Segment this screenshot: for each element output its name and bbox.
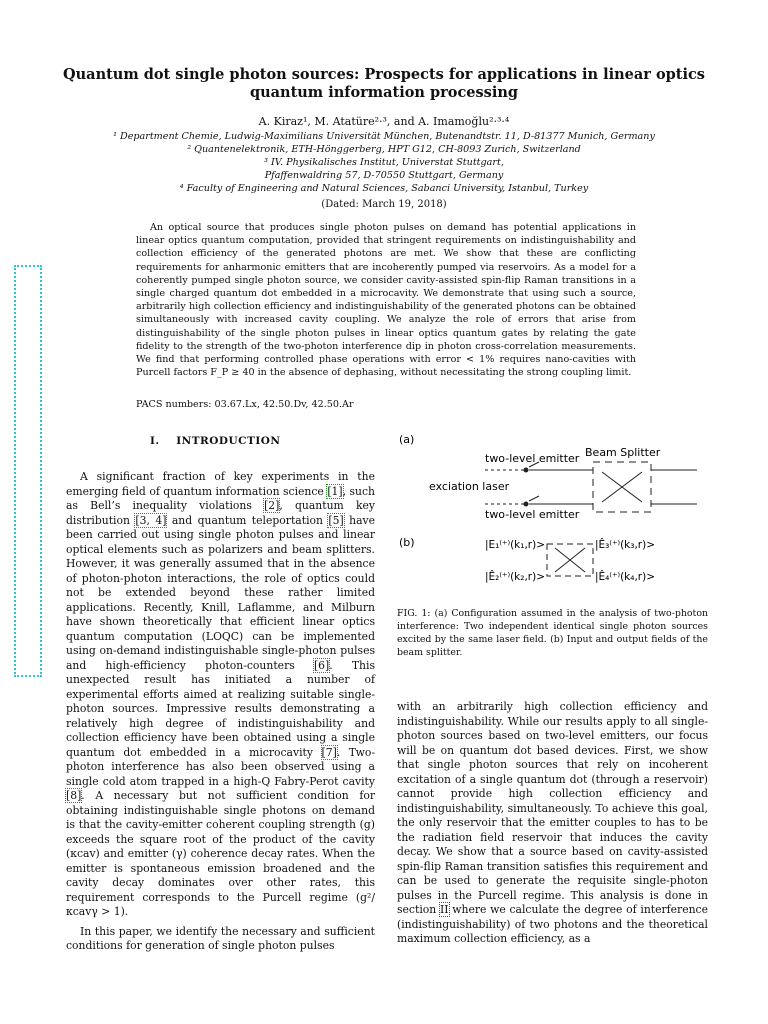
affiliations <box>60 130 708 195</box>
citation-link[interactable]: [1] <box>327 484 343 498</box>
pacs-numbers: PACS numbers: 03.67.Lx, 42.50.Dv, 42.50.Ar <box>136 399 354 410</box>
citation-link[interactable]: [5] <box>328 513 344 527</box>
section-heading <box>150 435 281 447</box>
citation-link[interactable]: [3, 4] <box>135 513 167 527</box>
label-emitter-bottom: two-level emitter <box>485 508 580 521</box>
section-link[interactable]: II <box>439 903 449 916</box>
section-title: INTRODUCTION <box>176 435 281 447</box>
paper-title: Quantum dot single photon sources: Prospects for applications in linear optics quantum information processing <box>63 66 705 101</box>
emission-arrow-bottom <box>529 496 539 501</box>
date-line: (Dated: March 19, 2018) <box>321 199 447 210</box>
label-laser: exciation laser <box>429 480 510 493</box>
right-column <box>397 700 708 947</box>
figure-1 <box>397 428 708 600</box>
field-e2: |Ê₂⁽⁺⁾(k₂,r)> <box>485 571 546 583</box>
field-e1: |E₁⁽⁺⁾(k₁,r)> <box>485 539 546 551</box>
emitter-dot-top <box>524 468 529 473</box>
field-e3: |Ê₃⁽⁺⁾(k₃,r)> <box>595 539 656 551</box>
abstract: An optical source that produces single photon pulses on demand has potential applications in linear optics quantum computation, provided that stringent requirements on indistinguishability and collection efficiency of the generated photons are met. We show that these are conflicting requirements for anharmonic emitters that are incoherently pumped via reservoirs. As a model for a coherently pumped single photon source, we consider cavity-assisted spin-flip Raman transitions in a single charged quantum dot embedded in a microcavity. We demonstrate that using such a source, arbitrarily high collection efficiency and indistinguishability of the generated photons can be obtained simultaneously with increased cavity coupling. We analyze the role of errors that arise from distinguishability of the single photon pulses in linear optics quantum gates by relating the gate fidelity to the strength of the two-photon interference dip in photon cross-correlation measurements. We find that performing controlled phase operations with error < 1% requires nano-cavities with Purcell factors F_P ≥ 40 in the absence of dephasing, without necessitating the strong coupling limit. <box>136 222 636 379</box>
label-emitter-top: two-level emitter <box>485 452 580 465</box>
citation-link[interactable]: [7] <box>321 745 337 759</box>
citation-link[interactable]: [2] <box>264 499 280 512</box>
panel-b-label: (b) <box>399 536 415 549</box>
label-beam-splitter: Beam Splitter <box>585 446 661 459</box>
right-paragraph: with an arbitrarily high collection efficiency and indistinguishability. While our results apply to all single-photon sources based on two-level emitters, our focus will be on quantum dot based devices. First, we show that single photon sources that rely on incoherent excitation of a single quantum dot (through a reservoir) cannot provide high collection efficiency and indistinguishability, simultaneously. To achieve this goal, the only reservoir that the emitter couples to has to be the radiation field reservoir that induces the cavity decay. We show that a source based on cavity-assisted spin-flip Raman transition satisfies this requirement and can be used to generate the requisite single-photon pulses in the Purcell regime. This analysis is done in section II where we calculate the degree of interference (indistinguishability) of two photons and the theoretical maximum collection efficiency, as a <box>397 700 708 945</box>
affiliation-3: ³ IV. Physikalisches Institut, Universtat Stuttgart, <box>264 157 504 168</box>
citation-link[interactable]: [8] <box>66 789 82 802</box>
intro-paragraph-1: A significant fraction of key experiments in the emerging field of quantum information science [1], such as Bell’s inequality violations [2], quantum key distribution [3, 4] and quantum teleportation [5] have been carried out using single photon pulses and linear optical elements such as polarizers and beam splitters. However, it was generally assumed that in the absence of photon-photon interactions, the role of optics could not be extended beyond these rather limited applications. Recently, Knill, Laflamme, and Milburn have shown theoretically that efficient linear optics quantum computation (LOQC) can be implemented using on-demand indistinguishable single-photon pulses and high-efficiency photon-counters [6]. This unexpected result has initiated a number of experimental efforts aimed at realizing suitable single-photon sources. Impressive results demonstrating a relatively high degree of indistinguishability and collection efficiency have been obtained using a single quantum dot embedded in a microcavity [7]. Two-photon interference has also been observed using a single cold atom trapped in a high-Q Fabry-Perot cavity [8]. A necessary but not sufficient condition for obtaining indistinguishable single photons on demand is that the cavity-emitter coherent coupling strength (g) exceeds the square root of the product of the cavity (κcav) and emitter (γ) coherence decay rates. When the emitter is spontaneous emission broadened and the cavity decay dominates over other rates, this requirement corresponds to the Purcell regime (g²/κcavγ > 1). <box>66 470 376 918</box>
emitter-dot-bottom <box>524 502 529 507</box>
panel-a-label: (a) <box>399 433 415 446</box>
affiliation-1: ¹ Department Chemie, Ludwig-Maximilians Universität München, Butenandtstr. 11, D-81377 Munich, Germany <box>113 131 655 142</box>
affiliation-4: ⁴ Faculty of Engineering and Natural Sciences, Sabanci University, Istanbul, Turkey <box>179 183 589 194</box>
affiliation-2: ² Quantenelektronik, ETH-Hönggerberg, HPT G12, CH-8093 Zurich, Switzerland <box>187 144 581 155</box>
field-e4: |Ê₄⁽⁺⁾(k₄,r)> <box>595 571 656 583</box>
margin-selection-box <box>14 265 42 677</box>
figure-caption: FIG. 1: (a) Configuration assumed in the analysis of two-photon interference: Two independent identical single photon sources excited by the same laser field. (b) Input and output fields of the beam splitter. <box>397 608 708 658</box>
intro-paragraph-2: In this paper, we identify the necessary and sufficient conditions for generation of single photon pulses <box>66 924 375 952</box>
affiliation-3-address: Pfaffenwaldring 57, D-70550 Stuttgart, Germany <box>264 170 504 181</box>
author-list: A. Kiraz¹, M. Atatüre²·³, and A. Imamoğlu²·³·⁴ <box>258 115 510 128</box>
left-column <box>66 470 375 954</box>
section-number: I. <box>150 435 160 447</box>
citation-link[interactable]: [6] <box>313 658 330 672</box>
